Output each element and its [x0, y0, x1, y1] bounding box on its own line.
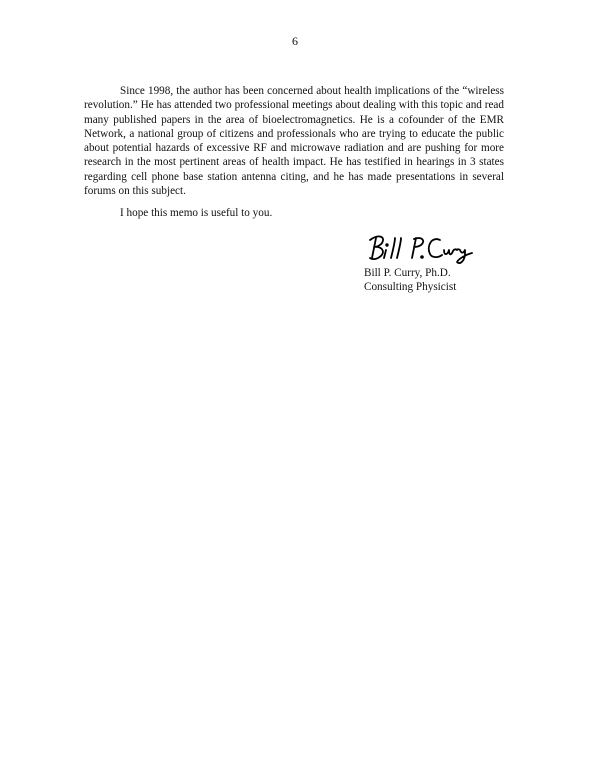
body-paragraph-author-background: Since 1998, the author has been concerned about health implications of the “wireless revolution.” He has attended two professional meetings about dealing with this topic and read many published papers in the area of bioelectromagnetics. He is a cofounder of the EMR Network, a national group of citizens and professionals who are trying to educate the public about potential hazards of excessive RF and microwave radiation and are pushing for more research in the most pertinent areas of health impact. He has testified in hearings in 3 states regarding cell phone base station antenna citing, and he has made presentations in several forums on this subject. — [84, 85, 504, 198]
page-number: 6 — [292, 34, 298, 48]
handwritten-signature — [364, 228, 474, 268]
body-paragraph-closing: I hope this memo is useful to you. — [120, 207, 273, 219]
signatory-name: Bill P. Curry, Ph.D. — [364, 267, 451, 279]
signature-block — [364, 266, 456, 295]
signatory-title: Consulting Physicist — [364, 281, 457, 294]
